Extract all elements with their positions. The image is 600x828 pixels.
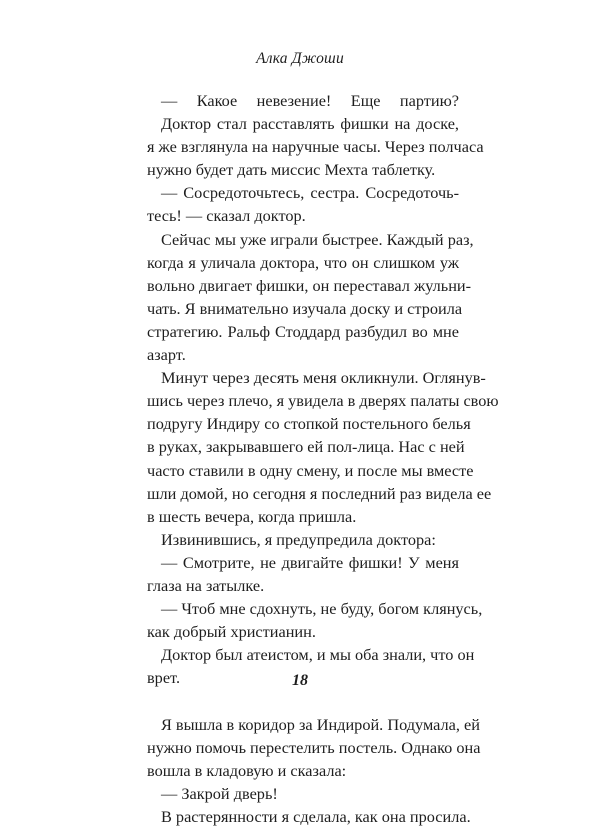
text-line: Доктор стал расставлять фишки на доске, [161, 114, 459, 134]
text-line: Доктор был атеистом, и мы оба знали, что он [161, 645, 475, 665]
text-line: вошла в кладовую и сказала: [147, 760, 347, 780]
text-line: стратегию. Ральф Стоддард разбудил во мне [147, 321, 459, 341]
text-line: врет. [147, 668, 181, 688]
text-line: часто ставили в одну смену, и после мы вместе [147, 460, 474, 480]
text-line: — Смотрите, не двигайте фишки! У меня [161, 552, 459, 572]
text-line: подругу Индиру со стопкой постельного белья [147, 414, 471, 434]
text-line: как добрый христианин. [147, 622, 316, 642]
text-line: в шесть вечера, когда пришла. [147, 506, 357, 526]
text-line: вольно двигает фишки, он переставал жульни- [147, 275, 472, 295]
text-line: чать. Я внимательно изучала доску и строила [147, 298, 463, 318]
text-line: В растерянности я сделала, как она просила. [161, 806, 471, 826]
running-header: Алка Джоши [256, 50, 344, 67]
text-line: тесь! — сказал доктор. [147, 206, 306, 226]
text-line: я же взглянула на наручные часы. Через полчаса [147, 137, 484, 157]
body-text [147, 89, 499, 828]
text-line: азарт. [147, 345, 186, 365]
text-line: — Чтоб мне сдохнуть, не буду, богом клянусь, [161, 599, 483, 619]
text-line: — Какое невезение! Еще партию? [161, 91, 459, 110]
text-line: Извинившись, я предупредила доктора: [161, 529, 436, 549]
section-break [147, 689, 459, 712]
text-line: в руках, закрывавшего ей пол-лица. Нас с ней [147, 437, 465, 457]
text-line: глаза на затылке. [147, 575, 265, 595]
page-number: 18 [292, 672, 308, 689]
text-line: Минут через десять меня окликнули. Оглянув- [161, 368, 486, 388]
text-line: шись через плечо, я увидела в дверях палаты свою [147, 391, 499, 411]
text-line: — Сосредоточьтесь, сестра. Сосредоточь- [161, 183, 459, 203]
text-line: Я вышла в коридор за Индирой. Подумала, ей [161, 714, 480, 734]
text-line: нужно помочь перестелить постель. Однако она [147, 737, 481, 757]
text-line: когда я уличала доктора, что он слишком уж [147, 252, 459, 272]
text-line: шли домой, но сегодня я последний раз видела ее [147, 483, 492, 503]
text-line: нужно будет дать миссис Мехта таблетку. [147, 160, 436, 180]
text-line: Сейчас мы уже играли быстрее. Каждый раз, [161, 229, 474, 249]
text-line: — Закрой дверь! [161, 783, 278, 803]
